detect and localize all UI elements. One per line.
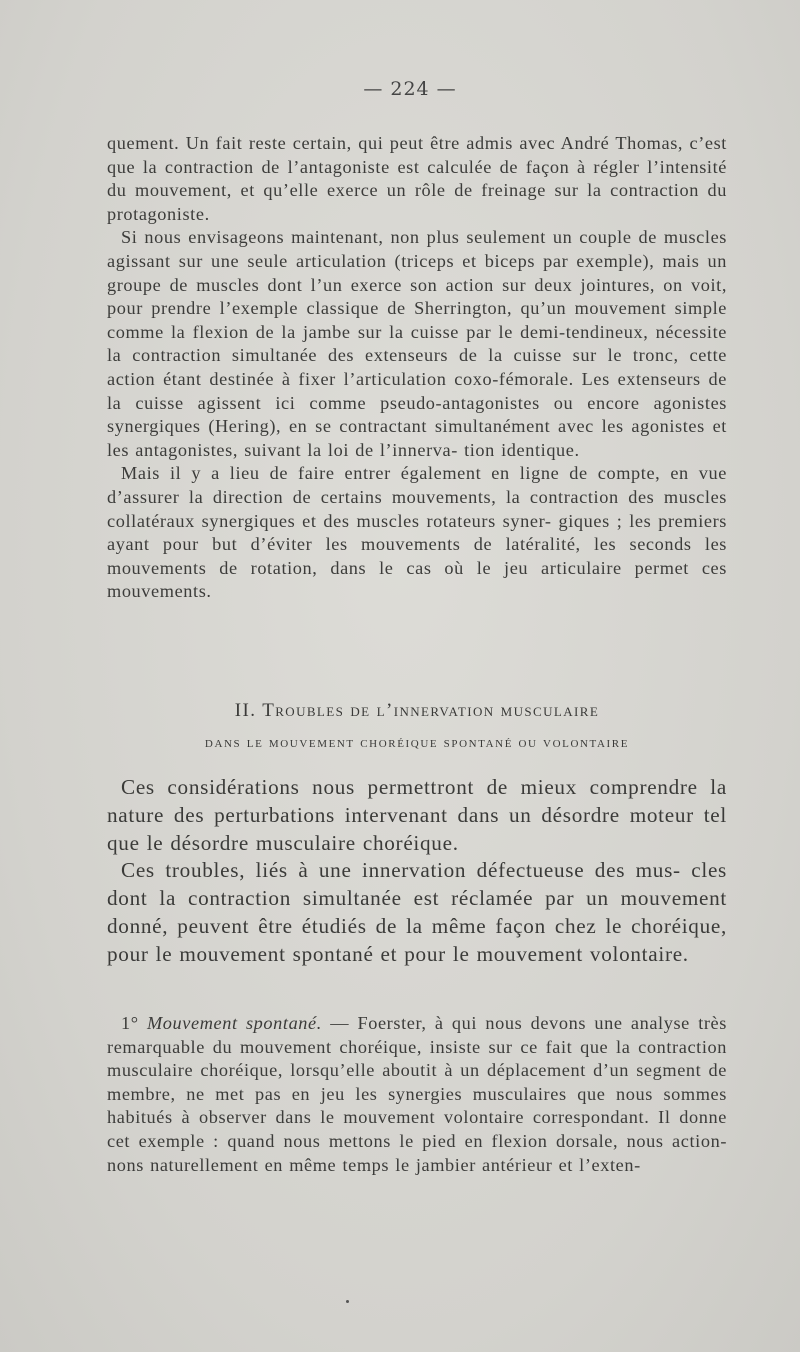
text-line: Mais il y a lieu de faire entrer également en ligne de compte, en [121, 463, 699, 484]
text-line: Sherrington, qu’un mouvement simple comme la flexion de la [107, 298, 727, 342]
text-line: synergies musculaires que nous sommes habitués à observer dans [107, 1083, 727, 1128]
subsection-first-line: — Foerster, à qui nous devons une [330, 1013, 623, 1033]
text-line: tion identique. [464, 439, 580, 460]
section-heading-line-2: dans le mouvement choréique spontané ou volontaire [204, 734, 630, 751]
text-line: mouvement donné, peuvent être étudiés de la même façon [107, 886, 727, 938]
paper-speck [346, 1300, 349, 1303]
text-line: de freinage sur la contraction du protagoniste. [107, 180, 727, 224]
body-text-bottom [107, 1012, 727, 1177]
intro-text-large [107, 774, 727, 969]
section-heading [107, 700, 727, 752]
text-line: analyse très remarquable du mouvement choréique, insiste sur ce [107, 1013, 727, 1057]
text-line: cles dont la contraction simultanée est réclamée par un [107, 858, 727, 911]
subsection-number: 1° [121, 1013, 139, 1033]
text-line: quand nous mettons le pied en flexion dorsale, nous action- [227, 1130, 728, 1151]
text-line: fait que la contraction musculaire choréique, lorsqu’elle aboutit à [107, 1036, 728, 1081]
text-line: Ces troubles, liés à une innervation défectueuse des mus- [121, 858, 692, 883]
paragraph-1 [107, 132, 727, 226]
page-number: — 224 — [363, 78, 457, 100]
text-line: Ces considérations nous permettront de mieux comprendre [121, 775, 711, 799]
paragraph-3 [107, 462, 727, 604]
text-line: vue d’assurer la direction de certains mouvements, la contraction [107, 463, 727, 507]
subsection-title: Mouvement spontané. [146, 1013, 322, 1033]
text-line: quement. Un fait reste certain, qui peut être admis avec André [107, 133, 616, 153]
text-line: façon à régler l’intensité du mouvement, et qu’elle exerce un rôle [107, 156, 727, 201]
text-line: agonistes synergiques (Hering), en se contractant simultanément [107, 392, 727, 437]
text-line: nons naturellement en même temps le jambier antérieur et l’exten- [107, 1154, 641, 1175]
section-heading-line-1: II. Troubles de l’innervation musculaire [234, 700, 600, 721]
body-text-top [107, 132, 727, 604]
text-line: simultanée des extenseurs de la cuisse sur le tronc, cette action [107, 345, 727, 389]
text-line: jambe sur la cuisse par le demi-tendineux, nécessite la contraction [107, 321, 727, 366]
text-line: sur deux jointures, on voit, pour prendre l’exemple classique de [107, 274, 727, 319]
text-line: des muscles collatéraux synergiques et des muscles rotateurs syner- [107, 486, 727, 531]
text-line: exemple), mais un groupe de muscles dont l’un exerce son action [107, 250, 727, 295]
large-paragraph-1 [107, 774, 727, 857]
paragraph-2 [107, 226, 727, 462]
text-line: la nature des perturbations intervenant dans un désordre [107, 775, 727, 827]
text-line: giques ; les premiers ayant pour but d’éviter les mouvements de [107, 510, 727, 555]
text-line: un déplacement d’un segment de membre, ne met pas en jeu les [107, 1060, 727, 1104]
text-line: le jeu articulaire permet ces mouvements. [107, 557, 727, 602]
text-line: chez le choréique, pour le mouvement spontané et pour le [107, 913, 727, 966]
text-line: de la cuisse agissent ici comme pseudo-antagonistes ou encore [107, 368, 727, 413]
text-line: le mouvement volontaire correspondant. Il donne cet exemple : [107, 1107, 727, 1151]
text-line: de muscles agissant sur une seule articulation (triceps et biceps par [107, 227, 727, 271]
text-line: étant destinée à fixer l’articulation coxo-fémorale. Les extenseurs [163, 368, 709, 389]
text-line: Thomas, c’est que la contraction de l’antagoniste est calculée de [107, 133, 727, 177]
text-line: mouvement volontaire. [476, 941, 689, 966]
subsection-paragraph [107, 1012, 727, 1177]
text-line: moteur tel que le désordre musculaire choréique. [107, 802, 727, 855]
text-line: avec les agonistes et les antagonistes, suivant la loi de l’innerva- [107, 416, 727, 460]
text-line: latéralité, les seconds les mouvements de rotation, dans le cas où [107, 534, 728, 578]
text-line: Si nous envisageons maintenant, non plus seulement un couple [121, 227, 639, 248]
large-paragraph-2 [107, 857, 727, 968]
